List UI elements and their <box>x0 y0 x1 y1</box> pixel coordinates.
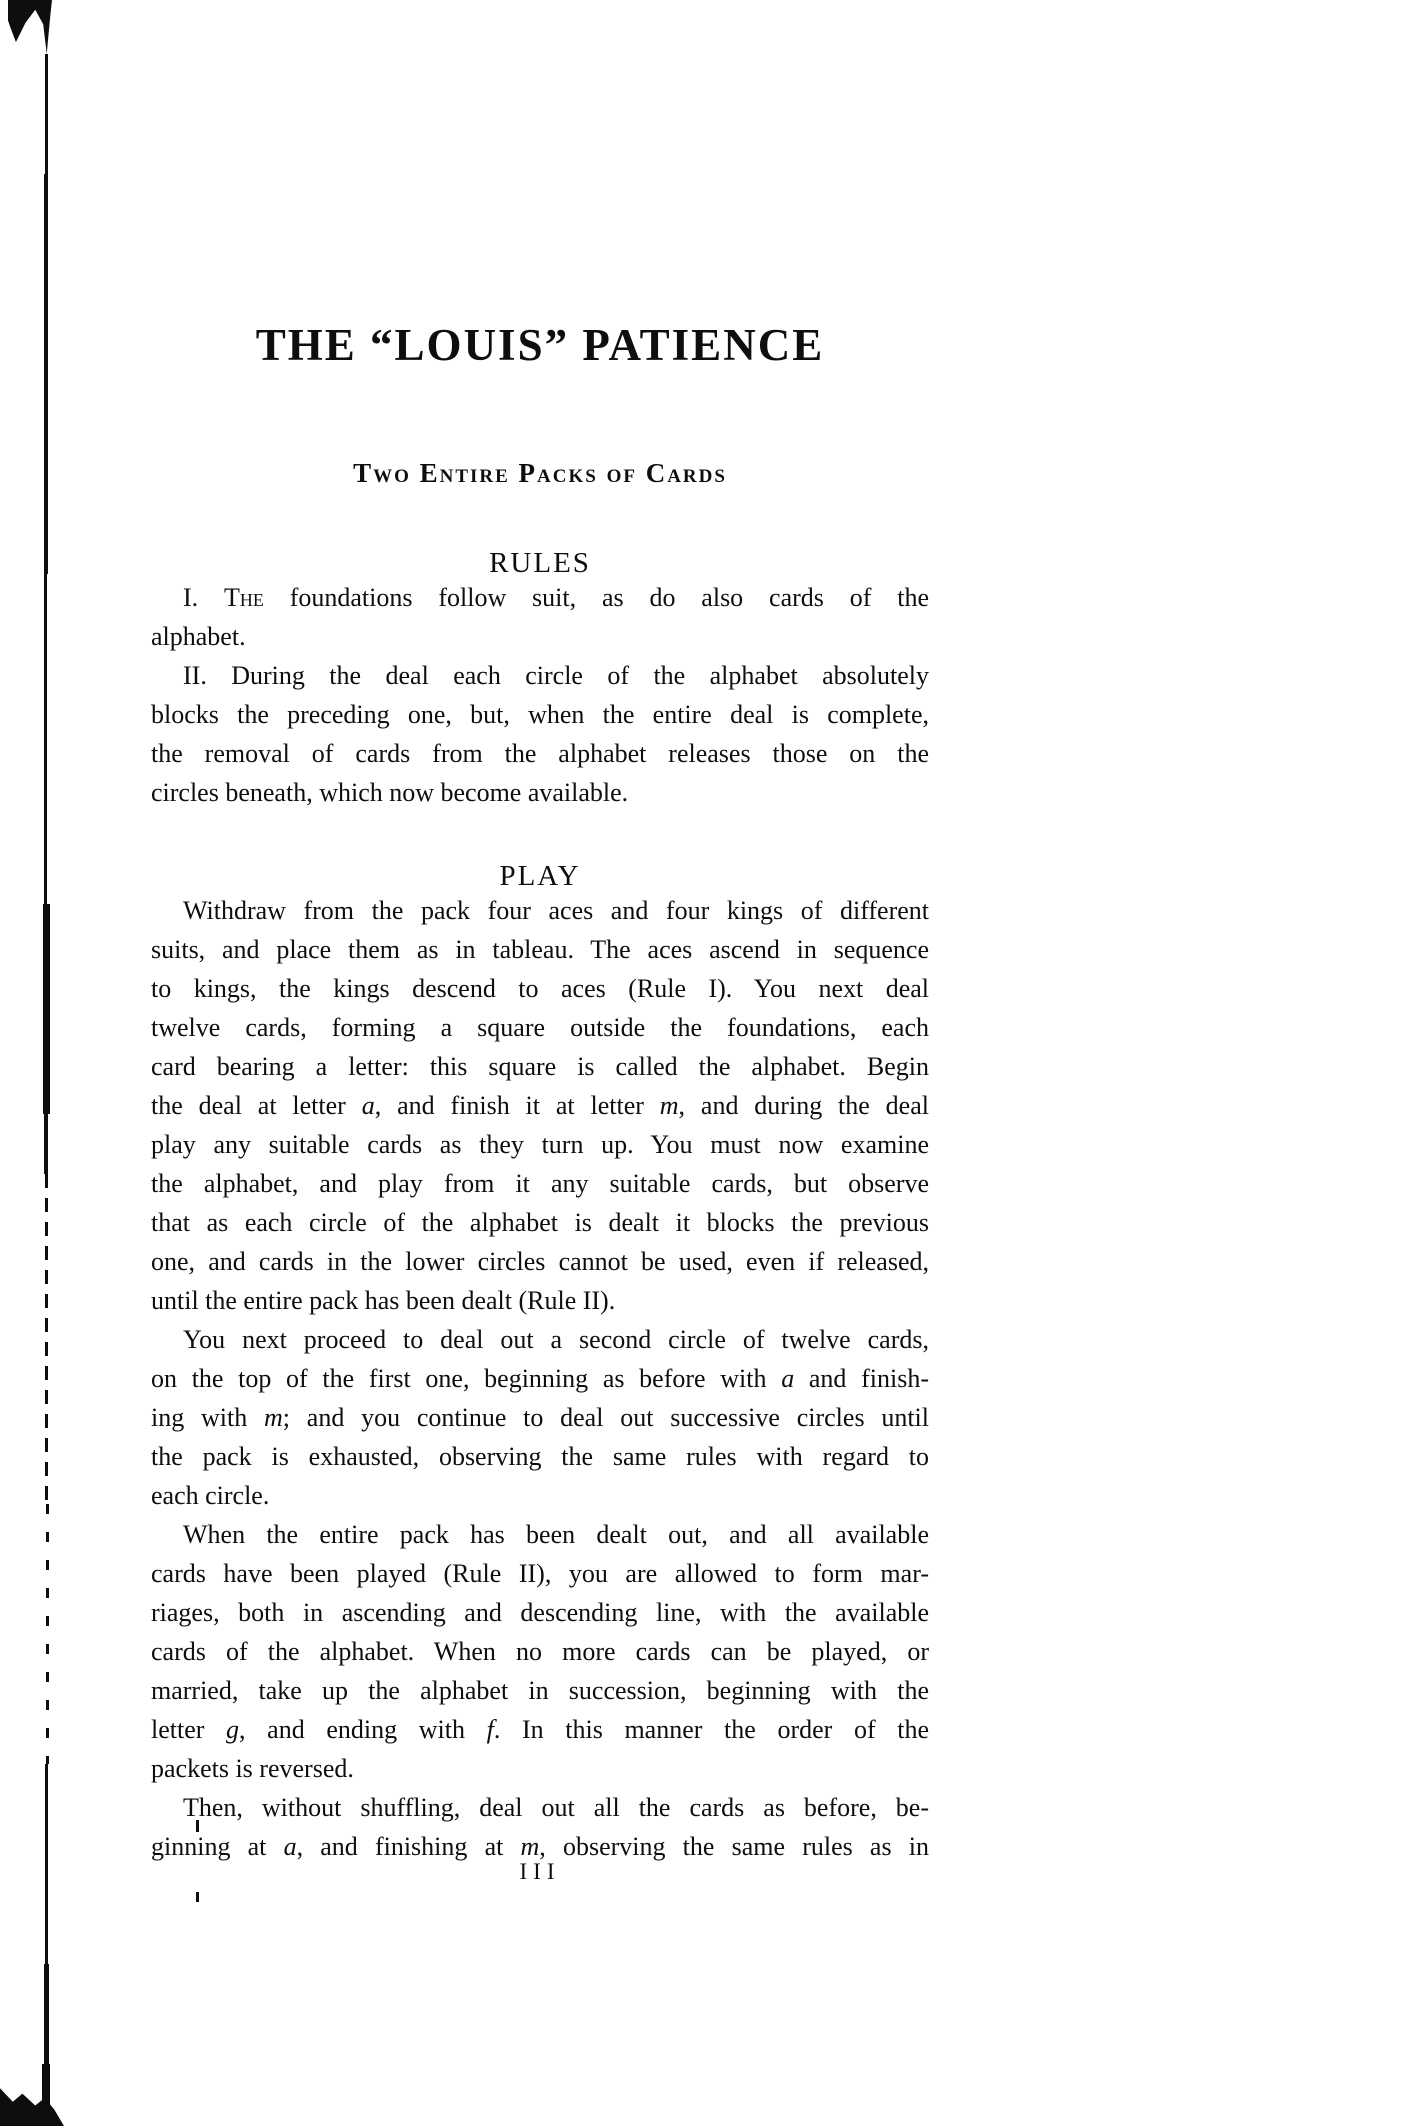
text-line: ing with m; and you continue to deal out successive circles until <box>151 1403 930 1432</box>
page-subtitle: Two Entire Packs of Cards <box>353 458 727 488</box>
section-rules <box>151 548 929 812</box>
paragraph <box>151 578 929 656</box>
text-line: the alphabet, and play from it any suitable cards, but observe <box>151 1169 929 1198</box>
scan-edge-line <box>44 574 47 904</box>
text-line: married, take up the alphabet in succession, beginning with the <box>151 1676 929 1705</box>
text-line: When the entire pack has been dealt out, and all available <box>183 1520 929 1549</box>
text-line: the deal at letter a, and finish it at letter m, and during the deal <box>151 1091 929 1120</box>
text-line: circles beneath, which now become available. <box>151 778 629 807</box>
text-line: play any suitable cards as they turn up. You must now examine <box>151 1130 929 1159</box>
scan-edge-line <box>43 904 50 1114</box>
content-sections <box>151 548 929 1866</box>
scan-edge-line-dashed <box>45 1174 48 1504</box>
scan-corner-artifact <box>8 0 52 54</box>
scan-edge-line <box>44 1114 48 1174</box>
scan-edge-line <box>45 54 48 174</box>
page-column <box>151 0 929 1884</box>
text-line: each circle. <box>151 1481 270 1510</box>
scan-edge-line <box>45 1764 48 1964</box>
text-line: alphabet. <box>151 622 246 651</box>
scan-tick-mark <box>196 1892 199 1902</box>
text-line: You next proceed to deal out a second circle of twelve cards, <box>183 1325 929 1354</box>
text-line: one, and cards in the lower circles cannot be used, even if released, <box>151 1247 929 1276</box>
text-line: until the entire pack has been dealt (Rule II). <box>151 1286 616 1315</box>
text-line: Withdraw from the pack four aces and four kings of different <box>183 896 929 925</box>
text-line: riages, both in ascending and descending line, with the available <box>151 1598 929 1627</box>
page-title: THE “LOUIS” PATIENCE <box>255 320 825 370</box>
text-line: card bearing a letter: this square is called the alphabet. Begin <box>151 1052 929 1081</box>
text-line: packets is reversed. <box>151 1754 354 1783</box>
text-line: cards of the alphabet. When no more cards can be played, or <box>151 1637 929 1666</box>
text-line: the pack is exhausted, observing the same rules with regard to <box>151 1442 929 1471</box>
scan-edge-line-dashed <box>46 1504 49 1764</box>
scan-edge-line <box>44 174 48 574</box>
paragraph <box>151 656 929 812</box>
text-line: to kings, the kings descend to aces (Rule I). You next deal <box>151 974 929 1003</box>
text-line: II. During the deal each circle of the alphabet absolutely <box>183 661 929 690</box>
text-line: Then, without shuffling, deal out all the cards as before, be- <box>183 1793 929 1822</box>
paragraph <box>151 1515 929 1788</box>
paragraph <box>151 1320 929 1515</box>
text-line: the removal of cards from the alphabet releases those on the <box>151 739 929 768</box>
page-number: III <box>519 1859 561 1884</box>
paragraph <box>151 1788 929 1866</box>
text-line: blocks the preceding one, but, when the entire deal is complete, <box>151 700 929 729</box>
scan-bottom-artifact <box>0 2072 64 2126</box>
section-heading: PLAY <box>499 860 581 892</box>
text-line: cards have been played (Rule II), you are allowed to form mar- <box>151 1559 929 1588</box>
text-line: that as each circle of the alphabet is dealt it blocks the previous <box>151 1208 929 1237</box>
text-line: letter g, and ending with f. In this manner the order of the <box>151 1715 929 1744</box>
paragraph <box>151 891 929 1320</box>
text-line: ginning at a, and finishing at m, observing the same rules as in <box>151 1832 929 1861</box>
text-line: I. The foundations follow suit, as do also cards of the <box>183 583 929 612</box>
section-heading: RULES <box>489 547 591 579</box>
text-line: twelve cards, forming a square outside the foundations, each <box>151 1013 929 1042</box>
section-play <box>151 861 929 1866</box>
text-line: on the top of the first one, beginning as before with a and finish- <box>151 1364 929 1393</box>
text-line: suits, and place them as in tableau. The aces ascend in sequence <box>151 935 929 964</box>
